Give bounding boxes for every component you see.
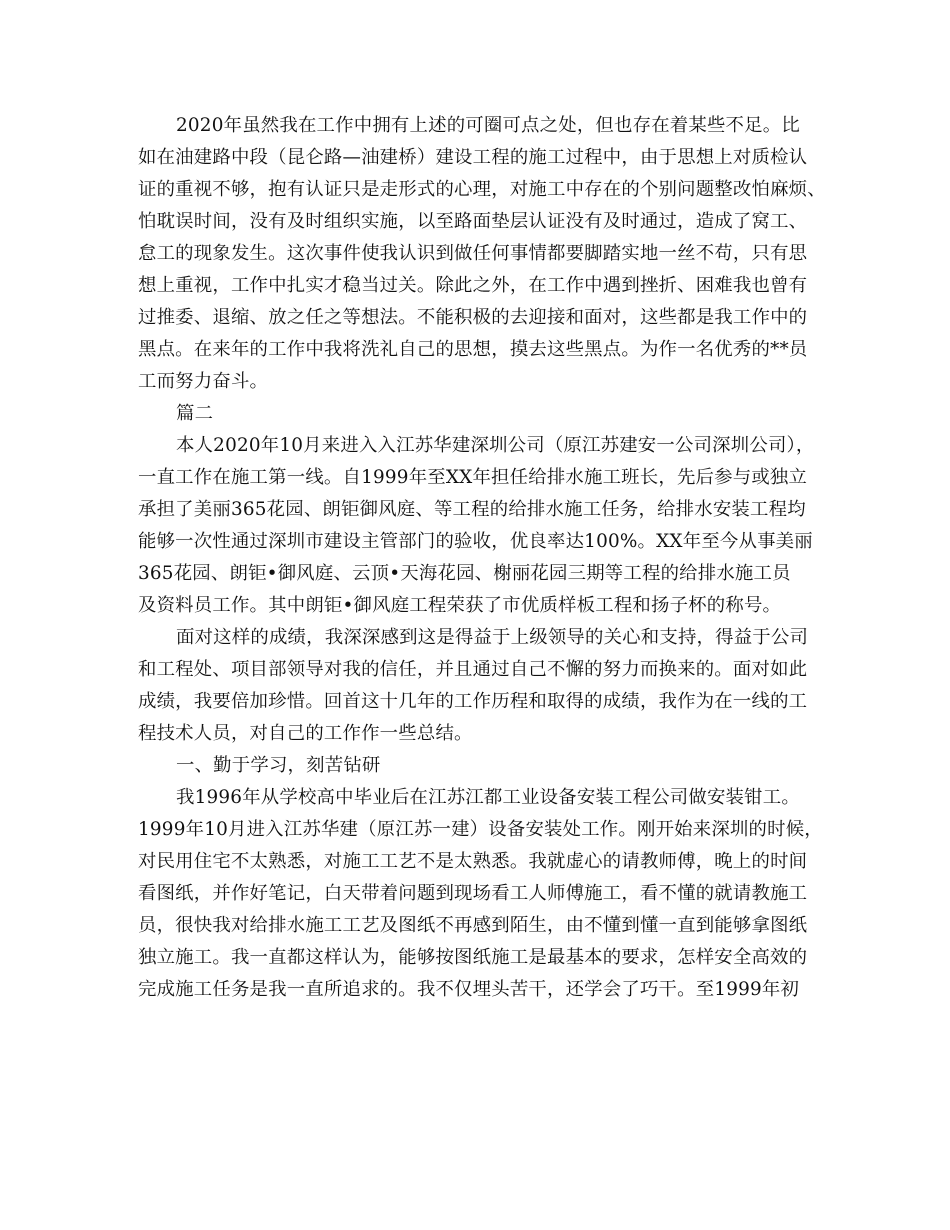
text-line: 过推委、退缩、放之任之等想法。不能积极的去迎接和面对，这些都是我工作中的 — [138, 307, 808, 328]
text-line: 怠工的现象发生。这次事件使我认识到做任何事情都要脚踏实地一丝不苟，只有思 — [138, 243, 808, 264]
text-line: 承担了美丽365花园、朗钜御风庭、等工程的给排水施工任务，给排水安装工程均 — [138, 499, 806, 520]
text-line: 我1996年从学校高中毕业后在江苏江都工业设备安装工程公司做安装钳工。 — [176, 787, 800, 808]
text-line: 对民用住宅不太熟悉，对施工工艺不是太熟悉。我就虚心的请教师傅，晚上的时间 — [138, 851, 808, 872]
text-line: 想上重视，工作中扎实才稳当过关。除此之外，在工作中遇到挫折、困难我也曾有 — [138, 275, 808, 296]
text-line: 和工程处、项目部领导对我的信任，并且通过自己不懈的努力而换来的。面对如此 — [138, 659, 808, 680]
text-line: 看图纸，并作好笔记，白天带着问题到现场看工人师傅施工，看不懂的就请教施工 — [138, 883, 808, 904]
text-line: 2020年虽然我在工作中拥有上述的可圈可点之处，但也存在着某些不足。比 — [176, 115, 800, 136]
text-line: 员，很快我对给排水施工工艺及图纸不再感到陌生，由不懂到懂一直到能够拿图纸 — [138, 915, 808, 936]
text-line: 程技术人员，对自己的工作作一些总结。 — [138, 723, 473, 744]
text-line: 怕耽误时间，没有及时组织实施，以至路面垫层认证没有及时通过，造成了窝工、 — [138, 211, 808, 232]
section-heading: 篇二 — [176, 403, 214, 424]
text-line: 黑点。在来年的工作中我将洗礼自己的思想，摸去这些黑点。为作一名优秀的**员 — [138, 339, 808, 360]
text-line: 证的重视不够，抱有认证只是走形式的心理，对施工中存在的个别问题整改怕麻烦、 — [138, 179, 826, 200]
text-line: 独立施工。我一直都这样认为，能够按图纸施工是最基本的要求，怎样安全高效的 — [138, 947, 808, 968]
text-line: 工而努力奋斗。 — [138, 371, 269, 392]
text-line: 完成施工任务是我一直所追求的。我不仅埋头苦干，还学会了巧干。至1999年初 — [138, 979, 800, 1000]
text-line: 本人2020年10月来进入入江苏华建深圳公司（原江苏建安一公司深圳公司）， — [176, 435, 815, 456]
text-line: 365花园、朗钜•御风庭、云顶•天海花园、榭丽花园三期等工程的给排水施工员 — [138, 563, 791, 584]
text-line: 如在油建路中段（昆仑路—油建桥）建设工程的施工过程中，由于思想上对质检认 — [138, 147, 808, 168]
text-line: 成绩，我要倍加珍惜。回首这十几年的工作历程和取得的成绩，我作为在一线的工 — [138, 691, 808, 712]
text-line: 1999年10月进入江苏华建（原江苏一建）设备安装处工作。刚开始来深圳的时候， — [138, 819, 823, 840]
text-line: 及资料员工作。其中朗钜•御风庭工程荣获了市优质样板工程和扬子杯的称号。 — [138, 595, 782, 616]
text-line: 一直工作在施工第一线。自1999年至XX年担任给排水施工班长，先后参与或独立 — [138, 467, 808, 488]
text-line: 面对这样的成绩，我深深感到这是得益于上级领导的关心和支持，得益于公司 — [176, 627, 809, 648]
text-line: 能够一次性通过深圳市建设主管部门的验收，优良率达100%。XX年至今从事美丽 — [138, 531, 813, 552]
section-heading: 一、勤于学习，刻苦钻研 — [176, 755, 381, 776]
